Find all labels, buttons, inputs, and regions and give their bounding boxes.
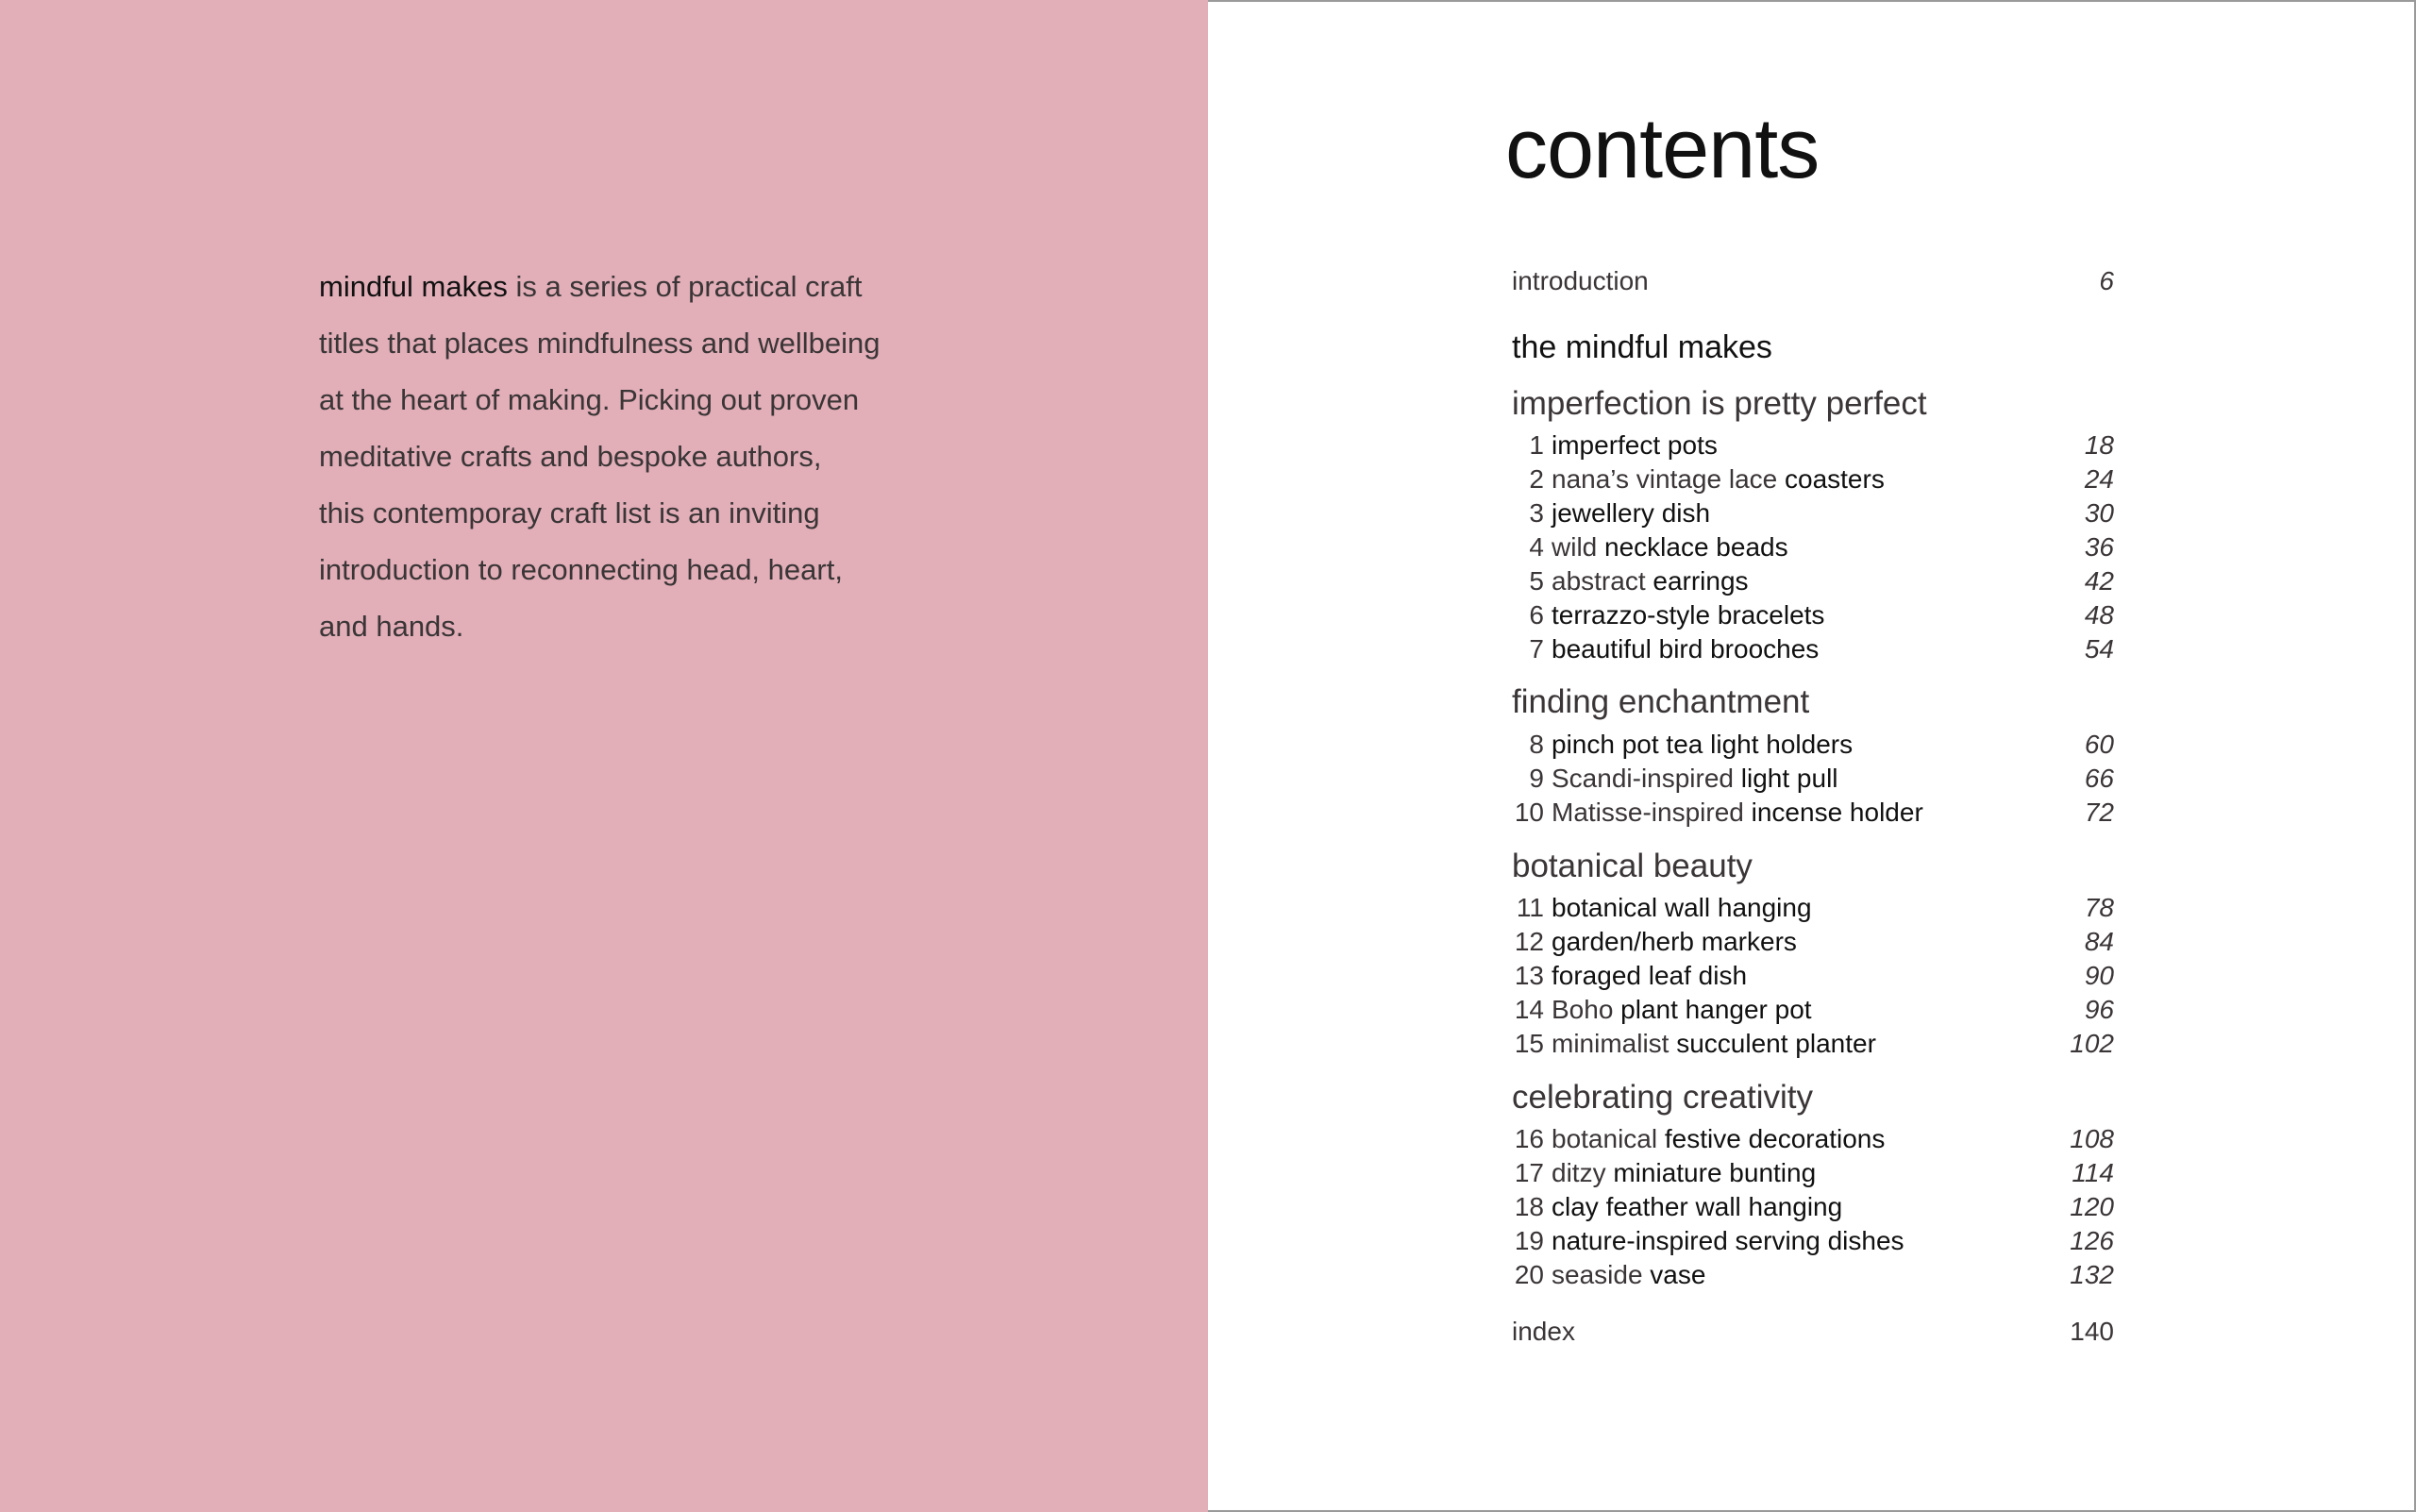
item-title: seaside vase [1552, 1260, 1706, 1289]
item-number: 2 [1529, 464, 1544, 494]
item-title: Scandi-inspired light pull [1552, 764, 1838, 793]
item-page-number: 126 [2070, 1226, 2114, 1255]
series-name: mindful makes [319, 270, 508, 303]
item-number: 15 [1514, 1029, 1544, 1058]
toc-item[interactable] [1512, 925, 2114, 959]
item-title: botanical wall hanging [1552, 893, 1812, 922]
item-title: nature-inspired serving dishes [1552, 1226, 1904, 1255]
toc-item[interactable] [1512, 598, 2114, 632]
intro-line: this contemporay craft list is an inviting [319, 496, 820, 529]
item-number: 7 [1529, 634, 1544, 664]
item-number: 5 [1529, 566, 1544, 596]
section-heading: botanical beauty [1512, 848, 1753, 884]
intro-line: introduction to reconnecting head, heart, [319, 553, 843, 586]
toc-page-number: 6 [2099, 266, 2114, 295]
item-page-number: 66 [2084, 764, 2114, 793]
toc-item[interactable] [1512, 728, 2114, 762]
toc-item[interactable] [1512, 796, 2114, 830]
item-title: minimalist succulent planter [1552, 1029, 1876, 1058]
section-heading: finding enchantment [1512, 683, 1810, 720]
toc-item[interactable] [1512, 959, 2114, 993]
item-title: nana’s vintage lace coasters [1552, 464, 1885, 494]
item-title: Matisse-inspired incense holder [1552, 798, 1923, 827]
toc-item[interactable] [1512, 428, 2114, 462]
intro-line: titles that places mindfulness and wellbeing [319, 327, 881, 360]
toc-page-number: 140 [2070, 1317, 2114, 1346]
toc-label: introduction [1512, 266, 1649, 295]
item-page-number: 132 [2070, 1260, 2114, 1289]
item-number: 17 [1514, 1158, 1544, 1187]
item-number: 9 [1529, 764, 1544, 793]
item-page-number: 24 [2084, 464, 2114, 494]
item-number: 3 [1529, 498, 1544, 528]
item-title: terrazzo-style bracelets [1552, 600, 1825, 630]
toc-item[interactable] [1512, 632, 2114, 666]
item-page-number: 102 [2070, 1029, 2114, 1058]
item-number: 6 [1529, 600, 1544, 630]
toc-item[interactable] [1512, 530, 2114, 564]
item-page-number: 36 [2084, 532, 2114, 562]
section-heading: celebrating creativity [1512, 1079, 1814, 1116]
item-number: 18 [1514, 1192, 1544, 1221]
item-page-number: 42 [2084, 566, 2114, 596]
item-number: 20 [1514, 1260, 1544, 1289]
intro-line: at the heart of making. Picking out proven [319, 383, 860, 416]
item-number: 1 [1529, 430, 1544, 460]
item-page-number: 60 [2084, 730, 2114, 759]
item-title: foraged leaf dish [1552, 961, 1748, 990]
toc-item[interactable] [1512, 1122, 2114, 1156]
intro-line: and hands. [319, 610, 464, 643]
item-title: pinch pot tea light holders [1552, 730, 1854, 759]
item-page-number: 48 [2084, 600, 2114, 630]
toc-item[interactable] [1512, 462, 2114, 496]
toc-item[interactable] [1512, 891, 2114, 925]
toc-index[interactable] [1512, 1313, 2114, 1351]
item-number: 8 [1529, 730, 1544, 759]
item-number: 16 [1514, 1124, 1544, 1153]
item-number: 10 [1514, 798, 1544, 827]
item-title: jewellery dish [1552, 498, 1711, 528]
item-page-number: 96 [2084, 995, 2114, 1024]
item-page-number: 30 [2084, 498, 2114, 528]
item-number: 13 [1514, 961, 1544, 990]
toc-item[interactable] [1512, 1224, 2114, 1258]
item-page-number: 78 [2084, 893, 2114, 922]
item-title: ditzy miniature bunting [1552, 1158, 1817, 1187]
item-title: garden/herb markers [1552, 927, 1797, 956]
item-title: botanical festive decorations [1552, 1124, 1886, 1153]
item-page-number: 114 [2072, 1158, 2114, 1187]
toc-introduction[interactable] [1512, 262, 2114, 300]
item-page-number: 54 [2084, 634, 2114, 664]
item-title: clay feather wall hanging [1552, 1192, 1843, 1221]
section-heading: imperfection is pretty perfect [1512, 385, 1927, 422]
item-number: 11 [1516, 893, 1544, 922]
contents-title: contents [1505, 102, 1820, 196]
item-title: abstract earrings [1552, 566, 1749, 596]
item-number: 19 [1514, 1226, 1544, 1255]
item-page-number: 120 [2070, 1192, 2114, 1221]
item-number: 14 [1514, 995, 1544, 1024]
series-intro-text [319, 259, 885, 655]
intro-line: meditative crafts and bespoke authors, [319, 440, 822, 473]
part-heading: the mindful makes [1512, 329, 1772, 365]
toc-item[interactable] [1512, 496, 2114, 530]
item-title: wild necklace beads [1552, 532, 1788, 562]
toc-item[interactable] [1512, 564, 2114, 598]
item-page-number: 90 [2084, 961, 2114, 990]
item-title: Boho plant hanger pot [1552, 995, 1812, 1024]
item-number: 12 [1514, 927, 1544, 956]
toc-item[interactable] [1512, 1258, 2114, 1292]
item-title: imperfect pots [1552, 430, 1718, 460]
toc-item[interactable] [1512, 1190, 2114, 1224]
item-page-number: 108 [2070, 1124, 2114, 1153]
toc-item[interactable] [1512, 993, 2114, 1027]
item-page-number: 18 [2084, 430, 2114, 460]
item-number: 4 [1529, 532, 1544, 562]
intro-line: is a series of practical craft [507, 270, 863, 303]
item-title: beautiful bird brooches [1552, 634, 1820, 664]
toc-item[interactable] [1512, 1156, 2114, 1190]
toc-label: index [1512, 1317, 1575, 1346]
item-page-number: 72 [2084, 798, 2114, 827]
item-page-number: 84 [2084, 927, 2114, 956]
toc-item[interactable] [1512, 762, 2114, 796]
toc-item[interactable] [1512, 1027, 2114, 1061]
